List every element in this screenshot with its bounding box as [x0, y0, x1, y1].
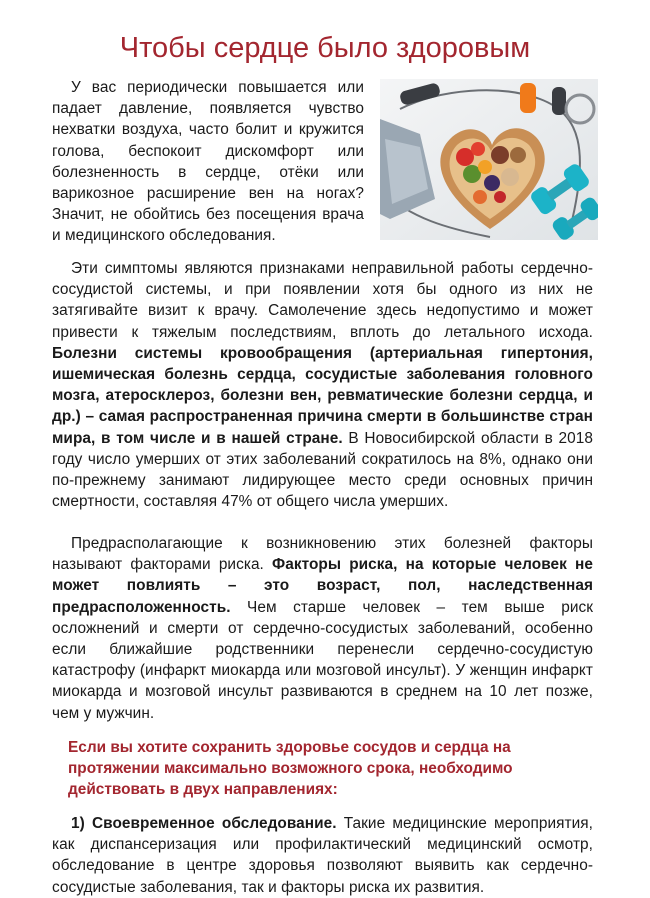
examination-text: Такие медицинские мероприятия, как диспансеризация или профилактический медицинский осмотр, обследование в центре здоровья позволяют выявить как сердечно-сосудистые заболевания, так и факторы риска их развития. [52, 815, 593, 896]
risk-text-2: Чем старше человек – тем выше риск осложнений и смерти от сердечно-сосудистых заболеваний, особенно если ближайшие родственники перенесли сердечно-сосудистую катастрофу (инфаркт миокарда или мозговой инсульт). У женщин инфаркт миокарда и мозговой инсульт развиваются в среднем на 10 лет позже, чем у мужчин. [52, 598, 593, 722]
symptoms-text-1: Эти симптомы являются признаками неправильной работы сердечно-сосудистой системы, и при появлении хотя бы одного из них не затягивайте визит к врачу. Самолечение здесь недопустимо и может привести к тяжелым последствиям, вплоть до летального исхода. [52, 260, 593, 341]
examination-bold-text: 1) Своевременное обследование. [71, 815, 337, 832]
page-title: Чтобы сердце было здоровым [119, 32, 531, 64]
examination-paragraph [52, 813, 593, 898]
risk-factors-paragraph [52, 533, 593, 724]
risk-text-1: Предрасполагающие к возникновению этих болезней факторы называют факторами риска. [52, 535, 593, 574]
heart-healthy-food-dumbbells-photo-icon [380, 79, 598, 240]
symptoms-text-2: В Новосибирской области в 2018 году число умерших от этих заболеваний сократилось на 8%, однако они по-прежнему занимают лидирующее место среди основных причин смертности, составляя 47% от общего числа умерших. [52, 429, 593, 511]
heart-food-photo [380, 79, 598, 240]
risk-bold-text: Факторы риска, на которые человек не может повлиять – это возраст, пол, наследственная предрасположенность. [52, 556, 593, 616]
intro-paragraph: У вас периодически повышается или падает давление, появляется чувство нехватки воздуха, часто болит и кружится голова, беспокоит дискомфорт или болезненность в сердце, отёки или варикозное расширение вен на ногах? Значит, не обойтись без посещения врача и медицинского обследования. [52, 79, 364, 245]
symptoms-bold-text: Болезни системы кровообращения (артериальная гипертония, ишемическая болезнь сердца, сосудистые заболевания головного мозга, атеросклероз, болезни вен, ревматические болезни сердца, и др.) – самая распространенная причина смерти в большинстве стран мира, в том числе и в нашей стране. [52, 344, 593, 447]
callout-heading: Если вы хотите сохранить здоровье сосудов и сердца на протяжении максимально возможного срока, необходимо действовать в двух направлениях: [68, 739, 513, 799]
symptoms-paragraph [52, 258, 593, 512]
